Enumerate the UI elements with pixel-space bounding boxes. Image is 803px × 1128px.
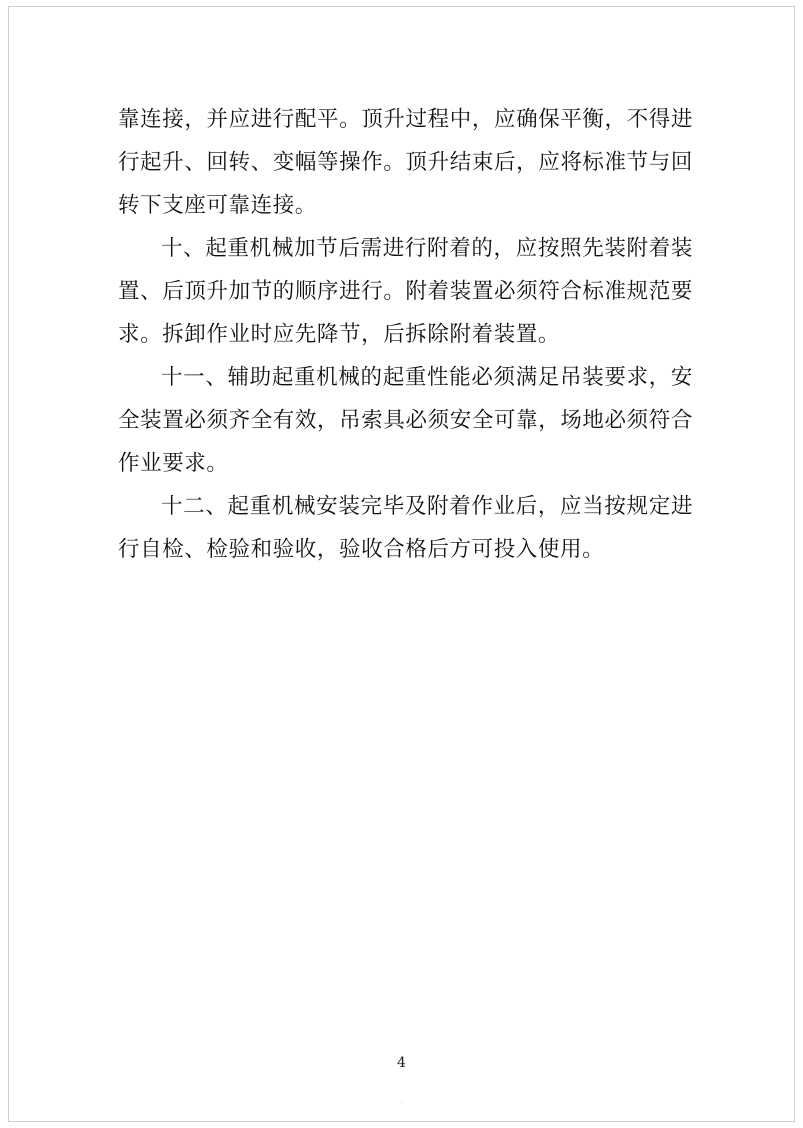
paragraph-item-11: 十一、辅助起重机械的起重性能必须满足吊装要求，安全装置必须齐全有效，吊索具必须安全可靠，场地必须符合作业要求。	[118, 365, 693, 476]
document-body	[118, 98, 693, 571]
paragraph-continuation: 靠连接，并应进行配平。顶升过程中，应确保平衡，不得进行起升、回转、变幅等操作。顶升结束后，应将标准节与回转下支座可靠连接。	[118, 107, 693, 218]
paragraph-item-12: 十二、起重机械安装完毕及附着作业后，应当按规定进行自检、检验和验收，验收合格后方可投入使用。	[118, 494, 693, 562]
paragraph-item-10: 十、起重机械加节后需进行附着的，应按照先装附着装置、后顶升加节的顺序进行。附着装置必须符合标准规范要求。拆卸作业时应先降节，后拆除附着装置。	[118, 236, 693, 347]
footer-mark: ·	[400, 1098, 403, 1107]
page-number: 4	[397, 1055, 406, 1071]
